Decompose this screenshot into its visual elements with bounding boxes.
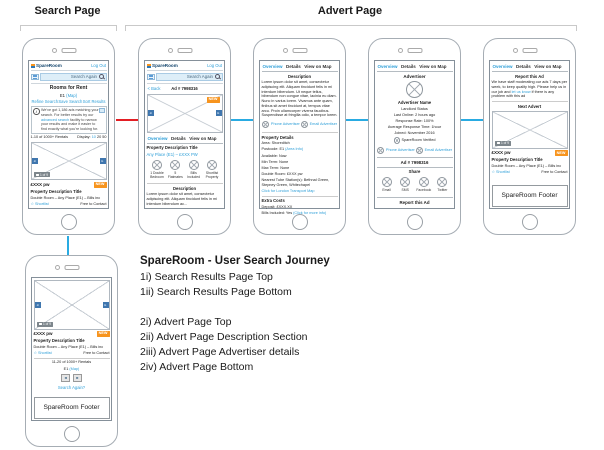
divider [262, 196, 338, 197]
advertiser-joined: Joined: November 2016 [394, 131, 435, 136]
feature-flatmates: 5 Flatmates [167, 160, 184, 180]
price: £XXX pw [491, 150, 511, 156]
listing-subtitle[interactable]: Double Room – Any Place (E1) – Bills inc [33, 344, 104, 349]
speaker [522, 48, 537, 53]
listing-link[interactable]: Any Place (E1) – £XXX PW [146, 151, 198, 157]
free-to-contact: Free to Contact [541, 169, 568, 174]
phone-advert-top [138, 38, 231, 235]
divider [262, 132, 338, 133]
spareroom-logo [147, 63, 178, 69]
new-badge: NEW [556, 150, 566, 155]
camera-icon [36, 174, 39, 176]
journey-step: 2ii) Advert Page Description Section [140, 331, 308, 343]
flatmates-icon [170, 160, 180, 170]
listing-footer-row [31, 202, 107, 207]
tab-details[interactable]: Details [401, 64, 416, 69]
search-again-link[interactable]: Search Again? [57, 384, 86, 390]
display-options: Display: 10 20 50 [77, 135, 107, 140]
map-link[interactable]: (Map) [66, 92, 78, 98]
journey-step: 1ii) Search Results Page Bottom [140, 286, 292, 298]
speaker [407, 48, 422, 53]
advanced-search-link[interactable]: advanced search [41, 117, 70, 122]
price: £XXX pw [33, 331, 53, 337]
email-advertiser-button[interactable]: Email Advertiser [416, 147, 452, 155]
description-heading: Description [287, 73, 312, 79]
email-advertiser-button[interactable]: Email Advertiser [301, 121, 337, 129]
photo-counter: 1 of 9 [34, 172, 50, 177]
let-us-know-link[interactable]: let us know [511, 89, 531, 94]
journey-step: 1i) Search Results Page Top [140, 271, 273, 283]
free-to-contact: Free to Contact [83, 350, 110, 355]
screen-advert-bottom [489, 60, 570, 209]
phone-advertiser-button[interactable]: Phone Advertiser [377, 147, 415, 155]
star-icon: ☆ [30, 201, 34, 206]
phone-search-results-top [22, 38, 115, 235]
phone-advert-bottom [483, 38, 576, 235]
email-share-icon [382, 177, 392, 187]
carousel-prev-button[interactable]: ◄ [32, 158, 37, 163]
sms-share-icon [400, 177, 410, 187]
tab-overview[interactable]: Overview [147, 135, 168, 141]
screen-advert-description [259, 60, 340, 216]
journey-step: 2i) Advert Page Top [140, 316, 232, 328]
back-link[interactable]: < Back [147, 86, 161, 92]
spareroom-logo [31, 63, 62, 69]
search-input[interactable] [40, 73, 107, 82]
pagination [34, 373, 110, 384]
detail-line-double-room: Double Room: £XXX pw [261, 171, 303, 176]
screen-advertiser-details [374, 60, 455, 209]
advertiser-response-rate: Response Rate: 100% [395, 119, 434, 124]
journey-step: 2iv) Advert Page Bottom [140, 361, 254, 373]
twitter-share-icon [437, 177, 447, 187]
listing-title[interactable]: Property Description Title [30, 189, 82, 194]
tab-overview[interactable]: Overview [377, 64, 398, 69]
brand-name: SpareRoom [152, 63, 178, 68]
screen-search-results-top [28, 60, 109, 209]
new-badge: NEW [208, 97, 218, 102]
ad-number: Ad # 7998316 [377, 157, 453, 168]
tab-view-on-map[interactable]: View on Map [419, 64, 447, 69]
speaker [292, 48, 307, 53]
advert-tabs [492, 63, 568, 73]
phone-advertiser-button[interactable]: Phone Advertiser [262, 121, 300, 129]
advertiser-response-time: Average Response Time: 1hour [387, 125, 442, 130]
speaker [64, 265, 79, 270]
star-icon: ☆ [33, 350, 37, 355]
avatar [406, 81, 423, 98]
description-text: Lorem ipsum dolor sit amet, consectetur adipiscing elit. Aliquam tincidunt felis in mi interdum bibendum. Ut neque tellus, bibendum non congue vitae, lacinia eu diam. Nunc in varius lorem. Vivamus ante quam, finibus sit amet tincidunt at, tempus vitae arcu. Proin ullamcorper viverra faucibus. Suspendisse at fringilla odio, a tempor lorem. [261, 80, 338, 118]
listing-title[interactable]: Property Description Title [491, 157, 543, 163]
journey-step-spacer [140, 300, 410, 315]
bedroom-icon [152, 160, 162, 170]
home-button[interactable] [64, 426, 80, 442]
sort-results-link[interactable]: Sort Results [82, 99, 106, 105]
next-page-button[interactable]: ► [73, 374, 83, 383]
location-text: E1 [63, 366, 69, 371]
divider [492, 101, 568, 102]
carousel-next-button[interactable]: ► [103, 302, 108, 307]
shortlist-link[interactable]: ☆ Shortlist [33, 350, 52, 355]
phone-icon [262, 121, 270, 129]
feature-icons-row [147, 158, 223, 181]
screen-search-results-bottom [31, 277, 112, 421]
tab-overview[interactable]: Overview [262, 64, 283, 69]
advert-tabs [147, 134, 223, 144]
app-header [31, 63, 107, 72]
carousel-prev-button[interactable]: ◄ [35, 302, 40, 307]
phone-search-results-bottom [25, 255, 118, 447]
price-row [492, 150, 568, 156]
camera-dot [283, 48, 288, 53]
prev-page-button[interactable]: ◄ [61, 374, 71, 383]
tab-overview[interactable]: Overview [492, 64, 513, 69]
share-heading: Share [408, 169, 421, 175]
price-row [34, 331, 110, 337]
search-bar [147, 73, 223, 84]
email-icon [416, 147, 424, 155]
shortlist-link[interactable]: ☆ Shortlist [491, 169, 510, 174]
extra-costs-heading: Extra Costs [261, 198, 285, 204]
detail-line-area: Area: Shoreditch [261, 141, 290, 146]
home-button[interactable] [177, 214, 193, 230]
speaker [177, 48, 192, 53]
connector-search-top-bottom [67, 236, 69, 255]
shortlist-icon [207, 160, 217, 170]
spareroom-logo-icon [147, 64, 151, 68]
journey-title: SpareRoom - User Search Journey [140, 255, 330, 267]
detail-line-available: Available: Now [261, 153, 287, 158]
speaker [61, 48, 76, 53]
email-icon [301, 121, 309, 129]
journey-annotation [140, 255, 410, 375]
home-button[interactable] [522, 214, 538, 230]
property-details-heading: Property Details [261, 134, 294, 140]
camera-dot [55, 265, 60, 270]
advert-tabs [262, 63, 338, 73]
connector-advert-2-3 [346, 119, 368, 121]
advertiser-status: Landlord Status [401, 106, 428, 111]
contact-row [377, 145, 453, 156]
price-row [31, 182, 107, 188]
tab-view-on-map[interactable]: View on Map [534, 64, 562, 69]
connector-advert-3-4 [461, 119, 483, 121]
listing-footer-row [492, 170, 568, 175]
bills-info-link[interactable]: (Click for more info) [293, 211, 327, 216]
feature-shortlist-property[interactable]: Shortlist Property [203, 160, 220, 180]
listing-subtitle[interactable]: Double Room – Any Place (E1) – Bills inc [30, 195, 101, 200]
detail-line-tube-stations: Nearest Tube Station(s): Bethnal Green, Stepney Green, Whitechapel [261, 178, 330, 187]
description-heading: Description [172, 185, 197, 191]
camera-dot [168, 48, 173, 53]
results-range: 11-20 of 1000+ Rentals [51, 360, 92, 365]
connector-search-to-advert [116, 119, 138, 121]
carousel-next-button[interactable]: ► [216, 111, 221, 116]
results-meta-row [31, 135, 107, 140]
result-actions [31, 99, 107, 104]
camera-icon [497, 142, 500, 144]
search-placeholder: Search Again [186, 74, 213, 80]
tab-view-on-map[interactable]: View on Map [189, 135, 217, 141]
search-placeholder: Search Again [70, 74, 97, 80]
shortlist-link[interactable]: ☆ Shortlist [30, 201, 49, 206]
ad-number: Ad # 7998316 [171, 86, 198, 92]
share-twitter-button[interactable]: Twitter [434, 177, 451, 192]
contact-row [262, 119, 338, 130]
next-advert-heading: Next Advert [517, 103, 542, 109]
free-to-contact: Free to Contact [80, 201, 107, 206]
deposit-line: Deposit: £XXX.XX [261, 205, 293, 210]
feature-double-bedroom: 1 Double Bedroom [149, 160, 166, 180]
tab-details[interactable]: Details [516, 64, 531, 69]
advertiser-heading: Advertiser [403, 73, 426, 79]
photo-counter: 1 of 9 [37, 322, 53, 327]
camera-dot [513, 48, 518, 53]
description-text: Lorem ipsum dolor sit amet, consectetur adipiscing elit. Aliquam tincidunt felis in mi interdum bibendum ac... [146, 192, 217, 206]
advert-photo-placeholder [147, 94, 223, 133]
listing-photo-placeholder [34, 280, 110, 330]
detail-line-postcode: Postcode: E1 (Area Info) [261, 147, 304, 152]
carousel-next-button[interactable]: ► [100, 158, 105, 163]
tab-view-on-map[interactable]: View on Map [304, 64, 332, 69]
listing-footer-row [34, 351, 110, 356]
phone-advert-description [253, 38, 346, 235]
verified-row: SpareRoom Verified [377, 137, 453, 144]
search-page-bracket [20, 25, 117, 31]
share-facebook-button[interactable]: Facebook [415, 177, 432, 192]
brand-name: SpareRoom [36, 63, 62, 68]
phone-advertiser-details [368, 38, 461, 235]
listing-title: Property Description Title [146, 145, 198, 151]
home-button[interactable] [292, 214, 308, 230]
results-range: 1-10 of 1000+ Rentals [30, 135, 68, 140]
report-heading: Report this Ad [515, 73, 544, 79]
advertiser-name: Advertiser Name [397, 100, 432, 106]
report-text: We have staff moderating our ads 7 days per week, to keep quality high. Please help us in our job and let us know if there is any problem with this ad [491, 80, 568, 99]
advert-page-label: Advert Page [317, 5, 383, 17]
journey-step: 2iii) Advert Page Advertiser details [140, 346, 300, 358]
hamburger-menu-icon[interactable] [31, 74, 39, 81]
close-icon[interactable] [99, 108, 105, 114]
logout-link[interactable]: Log Out [207, 63, 222, 69]
bills-icon [189, 160, 199, 170]
divider [147, 183, 223, 184]
verified-icon [394, 137, 401, 144]
camera-dot [398, 48, 403, 53]
home-button[interactable] [61, 214, 77, 230]
share-sms-button[interactable]: SMS [397, 177, 414, 192]
advert-tabs [377, 63, 453, 73]
search-icon[interactable] [99, 74, 104, 79]
facebook-share-icon [419, 177, 429, 187]
location-line [31, 93, 107, 98]
advert-page-bracket [125, 25, 577, 31]
search-bar [31, 73, 107, 84]
next-advert-photo-placeholder [492, 111, 568, 149]
divider [34, 358, 110, 359]
listing-photo-placeholder [31, 142, 107, 181]
hamburger-menu-icon[interactable] [147, 74, 155, 81]
transport-map-link[interactable]: Click for London Transport Map [261, 188, 315, 193]
info-icon: i [33, 108, 40, 115]
camera-icon [39, 323, 42, 325]
page-heading: Rooms for Rent [49, 85, 88, 92]
star-icon: ☆ [491, 169, 495, 174]
save-search-link[interactable]: Save Search [58, 99, 83, 105]
spareroom-footer: SpareRoom Footer [492, 185, 568, 206]
advertiser-last-online: Last Online: 2 hours ago [393, 112, 436, 117]
info-box [31, 106, 107, 134]
search-icon[interactable] [215, 74, 220, 79]
detail-line-max-term: Max Term: None [261, 165, 290, 170]
share-icons-row [377, 176, 453, 193]
info-text: We've got 1,186 ads matching your search. For better results try our advanced search facility to narrow your results and make it easier to find exactly what you're looking for. [41, 108, 99, 131]
phone-icon [377, 147, 385, 155]
spareroom-footer: SpareRoom Footer [34, 397, 110, 418]
logout-link[interactable]: Log Out [91, 63, 106, 69]
detail-line-min-term: Min Term: None [261, 159, 289, 164]
photo-counter: 1 of 9 [495, 141, 511, 146]
tab-details[interactable]: Details [171, 135, 186, 141]
location-text: E1 [59, 92, 65, 98]
share-email-button[interactable]: Email [378, 177, 395, 192]
price: £XXX pw [30, 181, 50, 187]
location-line [34, 367, 110, 372]
home-button[interactable] [407, 214, 423, 230]
app-header [147, 63, 223, 72]
report-this-ad-button[interactable]: Report this Ad [377, 197, 453, 207]
map-link[interactable]: (Map) [69, 366, 80, 371]
bills-line: Bills Included: Yes (Click for more info) [261, 211, 327, 216]
listing-subtitle[interactable]: Double Room – Any Place (E1) – Bills inc [491, 163, 562, 168]
spareroom-logo-icon [31, 64, 35, 68]
tab-details[interactable]: Details [286, 64, 301, 69]
carousel-prev-button[interactable]: ◄ [148, 111, 153, 116]
connector-advert-1-2 [231, 119, 253, 121]
display-10-link[interactable]: 10 [91, 135, 96, 140]
listing-title[interactable]: Property Description Title [33, 338, 85, 344]
refine-search-link[interactable]: Refine Search [31, 99, 59, 105]
search-input[interactable] [156, 73, 223, 82]
camera-dot [52, 48, 57, 53]
new-badge: NEW [95, 182, 105, 187]
advertiser-avatar-wrap [377, 81, 453, 99]
screen-advert-top [144, 60, 225, 209]
ad-header-row [147, 85, 223, 92]
new-badge: NEW [98, 331, 108, 336]
area-info-link[interactable]: (Area Info) [285, 147, 304, 152]
search-page-label: Search Page [34, 5, 101, 17]
feature-bills-included: Bills Included [185, 160, 202, 180]
